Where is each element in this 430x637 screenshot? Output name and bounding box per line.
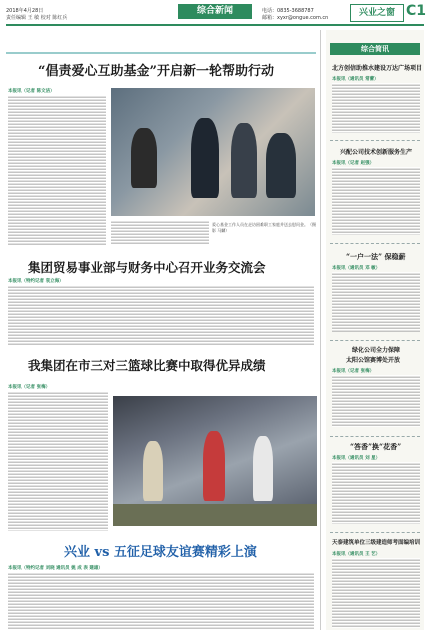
brief-5-title: “答香”换“花香” [350, 442, 402, 451]
brief-1-byline: 本报讯（通讯员 常蕾） [332, 77, 379, 82]
brief-rule [330, 243, 420, 244]
brief-4-title-line2: 太阳公馆赛博处开放 [346, 357, 401, 364]
brief-4-byline: 本报讯（记者 张梅） [332, 369, 375, 374]
brief-rule [330, 436, 420, 437]
brief-2-byline: 本报讯（记者 赵强） [332, 161, 375, 166]
brief-3-byline: 本报讯（通讯员 邓 敏） [332, 266, 381, 271]
sidebar-header: 综合简讯 [330, 43, 420, 55]
article-1-byline: 本报讯（记者 陈文洁） [8, 89, 55, 94]
article-4-headline: 兴业 vs 五征足球友谊赛精彩上演 [64, 545, 257, 560]
section-title: 综合新闻 [178, 4, 252, 19]
page-number: C1 [406, 3, 427, 19]
article-2-headline: 集团贸易事业部与财务中心召开业务交流会 [28, 260, 266, 275]
masthead-rule [6, 24, 424, 26]
brief-5-byline: 本报讯（通讯员 刘 星） [332, 456, 381, 461]
phone-line: 电话：0835-3688787 [262, 8, 314, 14]
column-divider [320, 30, 321, 630]
court-floor [113, 504, 317, 526]
player-figure [143, 441, 163, 501]
article-1-headline: “倡责爱心互助基金”开启新一轮帮助行动 [38, 64, 274, 79]
email-line: 邮箱：xyxr@ongue.com.cn [262, 15, 329, 21]
article-4-byline: 本报讯（特约记者 刘晓 通讯员 姚 成 表 建雄） [8, 566, 103, 571]
player-figure [203, 431, 225, 501]
brief-2-title: 兴配公司技术创新服务生产 [340, 149, 413, 156]
brief-rule [330, 140, 420, 141]
brief-1-title: 北方创信助推水建设万达广场项目 [332, 65, 423, 72]
article-1-photo [111, 88, 315, 216]
brief-4-body [332, 375, 420, 427]
person-figure [191, 118, 219, 198]
newspaper-logo: 兴业之窗 [350, 4, 404, 22]
article-4-body [8, 572, 314, 630]
issue-date [6, 8, 67, 22]
article-2-body [8, 285, 314, 345]
article-1-body-cont [111, 220, 209, 244]
brief-rule [330, 532, 420, 533]
brief-6-byline: 本报讯（通讯员 王 艺） [332, 552, 381, 557]
brief-rule [330, 340, 420, 341]
article-3-headline: 我集团在市三对三篮球比赛中取得优异成绩 [28, 358, 266, 373]
article-3-body [8, 391, 108, 531]
player-figure [253, 436, 273, 501]
brief-3-title: “一户一法” 保稳薪 [346, 252, 406, 261]
brief-6-body [332, 558, 420, 628]
article-2-byline: 本报讯（特约记者 袁立海） [8, 279, 64, 284]
brief-5-body [332, 462, 420, 524]
person-figure [231, 123, 257, 198]
person-figure [131, 128, 157, 188]
brief-6-title: 天泰建筑单位三级建造师考面编培训 [332, 540, 421, 546]
person-figure [266, 133, 296, 198]
photo-1-caption: 爱心基金工作人员在走访困难职工家庭并送去慰问金。（摄影 马麟） [212, 222, 316, 233]
article-3-byline: 本报讯（记者 张梅） [8, 385, 51, 390]
editor-line: 责任编辑 王 敏 校对 陈红兵 [6, 15, 68, 21]
date-line: 2018年4月28日 [6, 8, 44, 14]
brief-3-body [332, 272, 420, 332]
headline-rule [6, 52, 316, 54]
article-1-body [8, 95, 106, 245]
contact-info [262, 8, 328, 22]
article-3-photo [113, 396, 317, 526]
brief-1-body [332, 83, 420, 133]
brief-2-body [332, 167, 420, 235]
brief-4-title: 绿化公司全力保障 [352, 347, 401, 354]
